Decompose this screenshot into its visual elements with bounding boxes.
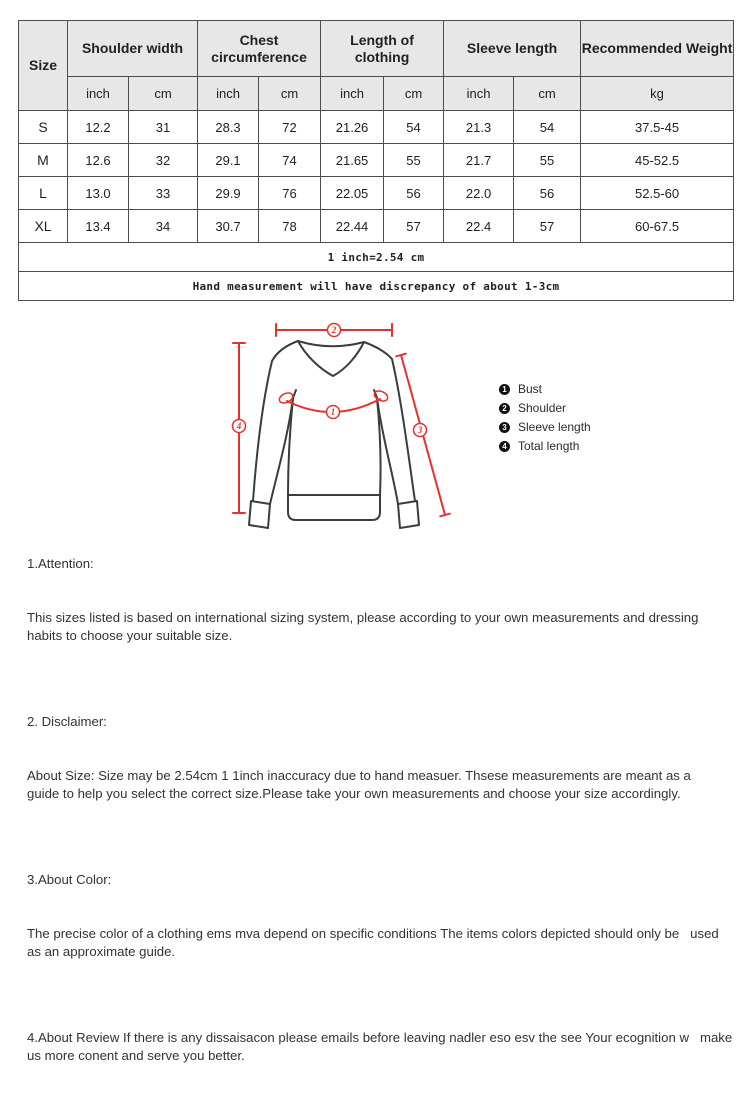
cell: 54	[384, 111, 444, 144]
cell: 21.26	[321, 111, 384, 144]
note-attention-body: This sizes listed is based on international sizing system, please according to your own measurements and dressing habits to choose your suitable size.	[27, 610, 710, 643]
legend-number-badge: 1	[499, 384, 510, 395]
legend-number-badge: 3	[499, 422, 510, 433]
cell: 60-67.5	[581, 210, 734, 243]
marker-total-length: 4	[236, 421, 242, 431]
legend-label: Shoulder	[518, 401, 567, 415]
cell: 34	[129, 210, 198, 243]
cell: 32	[129, 144, 198, 177]
unit-header: inch	[68, 77, 129, 111]
sweater-measurement-diagram	[222, 308, 478, 548]
cell: 55	[514, 144, 581, 177]
table-unit-row	[19, 77, 734, 111]
notes-section	[27, 519, 734, 1101]
table-header-row	[19, 21, 734, 77]
note-color-body: The precise color of a clothing ems mva depend on specific conditions The items colors depicted should only be used as an approximate guide.	[27, 926, 723, 959]
table-row-xl	[19, 210, 734, 243]
cell: 55	[384, 144, 444, 177]
sweater-outline	[249, 341, 419, 528]
unit-header: kg	[581, 77, 734, 111]
marker-sleeve: 3	[417, 425, 423, 435]
footnote-inch-conversion: 1 inch=2.54 cm	[19, 243, 734, 272]
cell: 76	[259, 177, 321, 210]
size-label: XL	[19, 210, 68, 243]
cell: 74	[259, 144, 321, 177]
unit-header: inch	[444, 77, 514, 111]
unit-header: cm	[384, 77, 444, 111]
cell: 33	[129, 177, 198, 210]
table-footnote-row	[19, 243, 734, 272]
legend-item-sleeve-length	[499, 420, 591, 434]
col-header-shoulder-width: Shoulder width	[68, 21, 198, 77]
table-row-s	[19, 111, 734, 144]
cell: 22.44	[321, 210, 384, 243]
marker-bust: 1	[330, 407, 336, 417]
unit-header: inch	[198, 77, 259, 111]
cell: 52.5-60	[581, 177, 734, 210]
cell: 29.1	[198, 144, 259, 177]
note-color-title: 3.About Color:	[27, 872, 112, 887]
size-label: M	[19, 144, 68, 177]
cell: 22.05	[321, 177, 384, 210]
unit-header: cm	[129, 77, 198, 111]
cell: 13.4	[68, 210, 129, 243]
table-footnote-row	[19, 272, 734, 301]
unit-header: cm	[259, 77, 321, 111]
footnote-hand-measurement: Hand measurement will have discrepancy of about 1-3cm	[19, 272, 734, 301]
cell: 12.2	[68, 111, 129, 144]
cell: 45-52.5	[581, 144, 734, 177]
col-header-size: Size	[19, 21, 68, 111]
cell: 22.0	[444, 177, 514, 210]
cell: 31	[129, 111, 198, 144]
cell: 30.7	[198, 210, 259, 243]
cell: 56	[514, 177, 581, 210]
measurement-lines	[233, 324, 450, 516]
cell: 22.4	[444, 210, 514, 243]
cell: 78	[259, 210, 321, 243]
legend-label: Sleeve length	[518, 420, 591, 434]
cell: 21.65	[321, 144, 384, 177]
unit-header: inch	[321, 77, 384, 111]
cell: 21.7	[444, 144, 514, 177]
cell: 72	[259, 111, 321, 144]
note-review-body: 4.About Review If there is any dissaisacon please emails before leaving nadler eso esv the see Your ecognition w make us more conent and serve you better.	[27, 1030, 736, 1063]
unit-header: cm	[514, 77, 581, 111]
cell: 21.3	[444, 111, 514, 144]
note-attention-title: 1.Attention:	[27, 556, 94, 571]
legend-label: Total length	[518, 439, 580, 453]
cell: 57	[384, 210, 444, 243]
cell: 12.6	[68, 144, 129, 177]
table-row-l	[19, 177, 734, 210]
cell: 57	[514, 210, 581, 243]
measurement-legend	[499, 382, 591, 458]
legend-item-bust	[499, 382, 591, 396]
cell: 28.3	[198, 111, 259, 144]
col-header-length-of-clothing: Length of clothing	[321, 21, 444, 77]
table-row-m	[19, 144, 734, 177]
size-table	[18, 20, 734, 301]
cell: 54	[514, 111, 581, 144]
legend-item-total-length	[499, 439, 591, 453]
col-header-chest-circumference: Chest circumference	[198, 21, 321, 77]
legend-item-shoulder	[499, 401, 591, 415]
col-header-recommended-weight: Recommended Weight	[581, 21, 734, 77]
cell: 56	[384, 177, 444, 210]
marker-shoulder: 2	[331, 325, 337, 335]
col-header-sleeve-length: Sleeve length	[444, 21, 581, 77]
cell: 13.0	[68, 177, 129, 210]
note-disclaimer-body: About Size: Size may be 2.54cm 1 1inch inaccuracy due to hand measuer. Thsese measurements are meant as a guide to help you select the correct size.Please take your own measurements and choose your size accordingly.	[27, 768, 702, 801]
cell: 29.9	[198, 177, 259, 210]
legend-number-badge: 4	[499, 441, 510, 452]
note-disclaimer-title: 2. Disclaimer:	[27, 714, 107, 729]
size-label: S	[19, 111, 68, 144]
legend-label: Bust	[518, 382, 543, 396]
legend-number-badge: 2	[499, 403, 510, 414]
size-label: L	[19, 177, 68, 210]
cell: 37.5-45	[581, 111, 734, 144]
